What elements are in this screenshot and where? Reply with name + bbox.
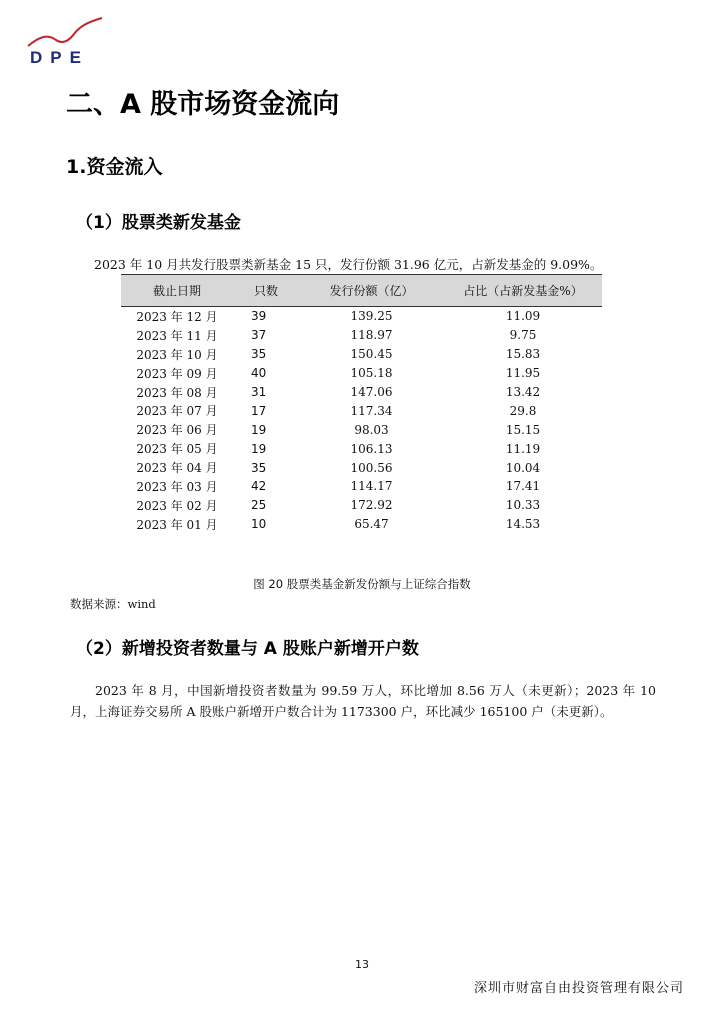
cell-shares: 147.06 (350, 385, 393, 399)
section-subtitle: 1.资金流入 (66, 156, 163, 178)
table-row (121, 420, 602, 439)
cell-count: 25 (251, 498, 267, 513)
cell-date: 2023 年 08 月 (136, 385, 218, 400)
cell-ratio: 15.83 (505, 347, 541, 362)
cell-ratio: 10.04 (505, 460, 541, 475)
cell-shares: 118.97 (350, 328, 393, 343)
table-row (121, 515, 602, 534)
table-row (121, 307, 602, 326)
cell-ratio: 10.33 (505, 498, 541, 513)
cell-ratio: 11.09 (505, 309, 541, 324)
cell-count: 42 (251, 479, 267, 494)
table-row (121, 383, 602, 402)
cell-count: 19 (251, 422, 267, 437)
cell-date: 2023 年 01 月 (136, 517, 218, 532)
cell-date: 2023 年 03 月 (136, 479, 218, 494)
new-fund-table (121, 274, 602, 534)
cell-ratio: 29.8 (509, 403, 537, 418)
table-row (121, 496, 602, 515)
cell-count: 17 (251, 403, 267, 418)
cell-date: 2023 年 09 月 (136, 366, 218, 381)
cell-date: 2023 年 12 月 (136, 309, 218, 324)
part1-intro: 2023 年 10 月共发行股票类新基金 15 只，发行份额 31.96 亿元，占新发基金的 9.09%。 (94, 257, 603, 272)
cell-date: 2023 年 04 月 (136, 461, 218, 476)
cell-shares: 98.03 (354, 422, 389, 437)
cell-ratio: 9.75 (509, 328, 537, 343)
cell-ratio: 17.41 (505, 479, 541, 494)
company-logo (26, 16, 106, 70)
company-name: 深圳市财富自由投资管理有限公司 (473, 981, 684, 996)
part2-title: （2）新增投资者数量与 A 股账户新增开户数 (76, 639, 419, 659)
cell-date: 2023 年 02 月 (136, 498, 218, 513)
table-row (121, 364, 602, 383)
cell-date: 2023 年 07 月 (136, 404, 218, 419)
cell-count: 37 (251, 328, 267, 343)
header-date: 截止日期 (121, 275, 233, 307)
cell-shares: 150.45 (350, 347, 393, 362)
cell-date: 2023 年 10 月 (136, 347, 218, 362)
cell-shares: 139.25 (350, 309, 393, 324)
cell-shares: 100.56 (350, 460, 393, 475)
cell-shares: 117.34 (350, 403, 393, 418)
cell-count: 10 (251, 517, 267, 532)
cell-shares: 172.92 (350, 498, 393, 513)
part1-title: （1）股票类新发基金 (76, 213, 241, 233)
cell-shares: 65.47 (354, 517, 389, 532)
cell-shares: 105.18 (350, 366, 393, 381)
cell-count: 31 (251, 385, 267, 399)
table-row (121, 326, 602, 345)
cell-ratio: 11.19 (505, 441, 541, 456)
cell-date: 2023 年 11 月 (136, 328, 218, 343)
data-source: 数据来源：wind (70, 597, 156, 611)
cell-shares: 114.17 (350, 479, 393, 494)
table-row (121, 458, 602, 477)
figure-caption: 图 20 股票类基金新发份额与上证综合指数 (253, 577, 471, 591)
cell-count: 40 (251, 366, 267, 381)
cell-shares: 106.13 (350, 441, 393, 456)
table-row (121, 345, 602, 364)
header-count: 只数 (233, 275, 299, 307)
logo-text: DPE (30, 48, 89, 67)
cell-ratio: 15.15 (505, 422, 541, 437)
page-number: 13 (355, 958, 369, 971)
cell-count: 35 (251, 460, 267, 475)
table-row (121, 401, 602, 420)
cell-count: 39 (251, 309, 267, 324)
header-ratio: 占比（占新发基金%） (444, 275, 602, 307)
table-header-row (121, 275, 602, 307)
cell-date: 2023 年 06 月 (136, 423, 218, 438)
table-row (121, 477, 602, 496)
logo-swoosh-icon (26, 16, 106, 50)
section-title: 二、A 股市场资金流向 (66, 89, 340, 120)
cell-date: 2023 年 05 月 (136, 442, 218, 457)
header-shares: 发行份额（亿） (299, 275, 444, 307)
cell-count: 19 (251, 441, 267, 456)
table-row (121, 439, 602, 458)
cell-ratio: 13.42 (505, 385, 541, 399)
cell-ratio: 14.53 (505, 517, 541, 532)
part2-paragraph: 2023 年 8 月，中国新增投资者数量为 99.59 万人，环比增加 8.56 万人（未更新）；2023 年 10 月，上海证券交易所 A 股账户新增开户数合计为 1173300 户，环比减少 165100 户（未更新）。 (70, 683, 656, 719)
cell-ratio: 11.95 (505, 366, 541, 381)
cell-count: 35 (251, 347, 267, 362)
